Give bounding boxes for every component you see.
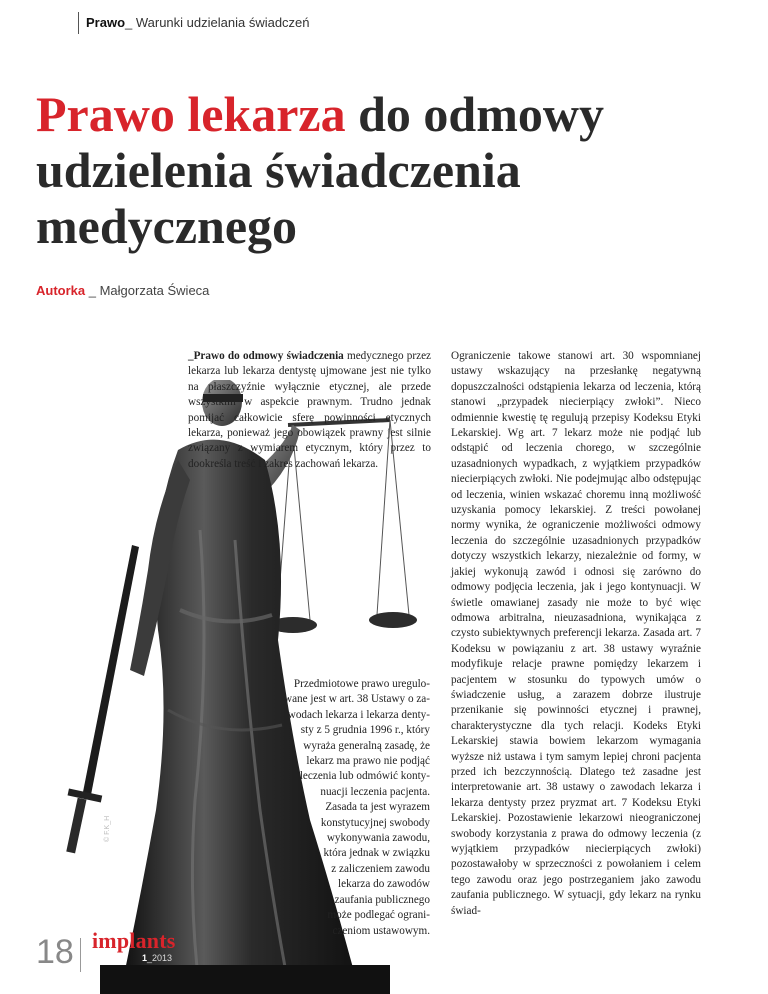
wrapped-line: wane jest w art. 38 Ustawy o za-: [283, 693, 430, 706]
wrapped-line: lekarza do zawodów: [338, 878, 430, 891]
wrapped-line: nuacji leczenia pacjenta.: [320, 785, 430, 798]
wrapped-line: może podlegać ograni-: [327, 909, 430, 922]
right-column-text: Ograniczenie takowe stanowi art. 30 wspomnianej ustawy wskazujący na przesłankę negatywną dopuszczalności odstąpienia lekarza od leczenia, którą stanowi „przypadek niecierpiący zwłoki”. Nieco odmiennie kwestię tę regulują przepisy Kodeksu Etyki Lekarskiej. Wg art. 7 lekarz może nie podjąć lub odstąpić od leczenia chorego, w szczególnie uzasadnionych wypadkach, z wyjątkiem przypadków niecierpiących zwłoki. Nie podejmując albo odstępując od leczenia, winien wskazać choremu inną możliwość uzyskania pomocy lekarskiej. Z treści powołanej normy wynika, że ograniczenie możliwości odmowy leczenia do szczególnie uzasadnionych przypadków dotyczy wszystkich lekarzy, niezależnie od formy, w jakiej wykonują zawód i odnosi się zarówno do odmowy podjęcia leczenia, jak i jego kontynuacji. W świetle omawianej zasady nie może to być więc odmowa arbitralna, nieuzasadniona, wynikająca z czysto subiektywnych preferencji lekarza. Zasada art. 7 Kodeksu w powiązaniu z art. 38 ustawy wyraźnie modyfikuje relacje prawne pomiędzy lekarzem i pacjentem w stosunku do typowych umów o świadczenie usług, a zarazem dobrze ilustruje przenikanie się powinności etycznej i prawnej, charakterystyczne dla tych relacji. Kodeks Etyki Lekarskiej stawia bowiem lekarzom wymagania wyższe niż ustawa i tym samym lepiej chroni pacjenta przed ich bezczynnością. Dlatego też zasadne jest interpretowanie art. 38 ustawy o zawodach lekarza i lekarza dentysty przez pryzmat art. 7 Kodeksu Etyki Lekarskiej. Pozostawienie lekarzowi nieograniczonej swobody korzystania z prawa do odmowy leczenia (z wyjątkiem przypadków niecierpiących zwłoki) pozostawałoby w sprzeczności z powołaniem i celem tego zawodu oraz jego postrzeganiem jako zawodu zaufania publicznego. W sytuacji, gdy lekarz na rynku świad-: [451, 350, 701, 917]
author-line: [36, 283, 209, 298]
wrapped-line: która jednak w związku: [323, 847, 430, 860]
header-subsection: _ Warunki udzielania świadczeń: [125, 15, 310, 30]
intro-lead: _Prawo do odmowy świadczenia: [188, 350, 344, 362]
wrapped-line: Zasada ta jest wyrazem: [325, 801, 430, 814]
wrapped-line: konstytucyjnej swobody: [320, 816, 430, 829]
running-header: [86, 15, 310, 30]
wrapped-line: wodach lekarza i lekarza denty-: [287, 708, 430, 721]
wrapped-paragraph: [250, 677, 430, 939]
title-highlight: Prawo lekarza: [36, 86, 346, 142]
wrapped-line: wykonywania zawodu,: [326, 832, 430, 845]
title-line3: medycznego: [36, 198, 298, 254]
wrapped-line: zaufania publicznego: [334, 893, 430, 906]
page-number: 18: [36, 933, 74, 971]
wrapped-line: leczenia lub odmówić konty-: [299, 770, 430, 783]
footer-rule: [80, 938, 81, 972]
article-title: [36, 86, 736, 254]
wrapped-line: wyraża generalną zasadę, że: [303, 739, 430, 752]
intro-text: medycznego przez lekarza lub lekarza dentystę ujmowane jest nie tylko na płaszczyźnie wyłącznie etycznej, ale przede wszystkim w aspekcie prawnym. Trudno jednak pomijać całkowicie sferę powinności etycznych lekarza, ponieważ jego obowiązek prawny jest silnie związany z wymiarem etycznym, który przez to dookreśla treść i zakres zachowań lekarza.: [188, 350, 432, 470]
photo-credit: © F.K_H: [104, 815, 111, 842]
wrapped-line: z zaliczeniem zawodu: [331, 862, 430, 875]
wrapped-line: sty z 5 grudnia 1996 r., który: [300, 724, 430, 737]
header-section: Prawo: [86, 15, 126, 30]
wrapped-line: Przedmiotowe prawo uregulo-: [293, 678, 430, 690]
intro-paragraph: [188, 349, 431, 472]
magazine-logo: implants: [92, 928, 176, 953]
wrapped-line: czeniom ustawowym.: [332, 924, 430, 937]
wrapped-line: lekarz ma prawo nie podjąć: [306, 755, 430, 768]
issue-label: [142, 953, 172, 963]
author-label: Autorka: [36, 283, 86, 298]
title-line2: udzielenia świadczenia: [36, 142, 521, 198]
issue-year: _2013: [147, 953, 173, 963]
header-rule: [78, 12, 79, 34]
author-name: _ Małgorzata Świeca: [85, 283, 210, 298]
issue-number: 1: [142, 953, 148, 963]
title-line1-rest: do odmowy: [345, 86, 604, 142]
